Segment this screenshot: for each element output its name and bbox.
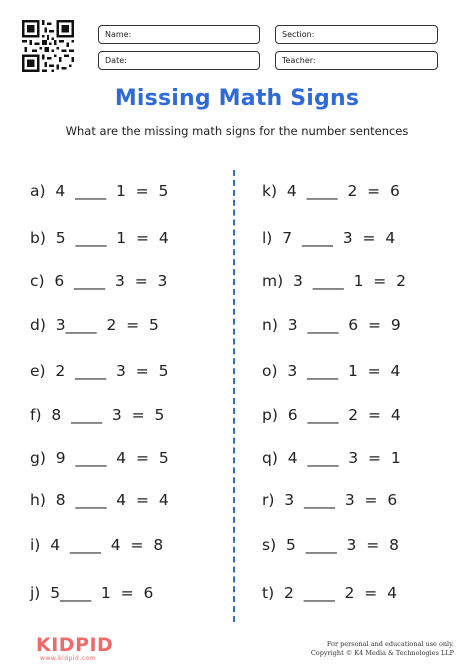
problem-b: b) 5 ____ 1 = 4 xyxy=(30,229,169,247)
problem-e: e) 2 ____ 3 = 5 xyxy=(30,362,169,380)
problem-s: s) 5 ____ 3 = 8 xyxy=(262,536,399,554)
problem-a: a) 4 ____ 1 = 5 xyxy=(30,182,169,200)
problem-c: c) 6 ____ 3 = 3 xyxy=(30,272,168,290)
problem-l: l) 7 ____ 3 = 4 xyxy=(262,229,396,247)
problem-g: g) 9 ____ 4 = 5 xyxy=(30,449,169,467)
problem-f: f) 8 ____ 3 = 5 xyxy=(30,406,165,424)
problem-q: q) 4 ____ 3 = 1 xyxy=(262,449,401,467)
problem-n: n) 3 ____ 6 = 9 xyxy=(262,316,401,334)
problem-h: h) 8 ____ 4 = 4 xyxy=(30,491,169,509)
section-field[interactable]: Section: xyxy=(275,25,438,44)
problem-d: d) 3____ 2 = 5 xyxy=(30,316,159,334)
problem-j: j) 5____ 1 = 6 xyxy=(30,584,154,602)
copyright-notice xyxy=(311,640,454,658)
teacher-field[interactable]: Teacher: xyxy=(275,51,438,70)
date-field[interactable]: Date: xyxy=(98,51,260,70)
problem-i: i) 4 ____ 4 = 8 xyxy=(30,536,164,554)
problem-r: r) 3 ____ 3 = 6 xyxy=(262,491,398,509)
logo-url: www.kidpid.com xyxy=(40,655,97,662)
problem-o: o) 3 ____ 1 = 4 xyxy=(262,362,401,380)
usage-note: For personal and educational use only. xyxy=(326,640,454,648)
qr-code-icon xyxy=(22,20,74,72)
name-field[interactable]: Name: xyxy=(98,25,260,44)
kidpid-logo: KIDPID xyxy=(36,634,114,656)
problem-t: t) 2 ____ 2 = 4 xyxy=(262,584,397,602)
page-title: Missing Math Signs xyxy=(114,86,360,111)
instructions: What are the missing math signs for the number sentences xyxy=(65,124,409,138)
column-divider xyxy=(233,170,235,622)
problem-k: k) 4 ____ 2 = 6 xyxy=(262,182,400,200)
problem-m: m) 3 ____ 1 = 2 xyxy=(262,272,406,290)
copyright-line: Copyright © K4 Media & Technologies LLP xyxy=(310,649,454,657)
problem-p: p) 6 ____ 2 = 4 xyxy=(262,406,401,424)
